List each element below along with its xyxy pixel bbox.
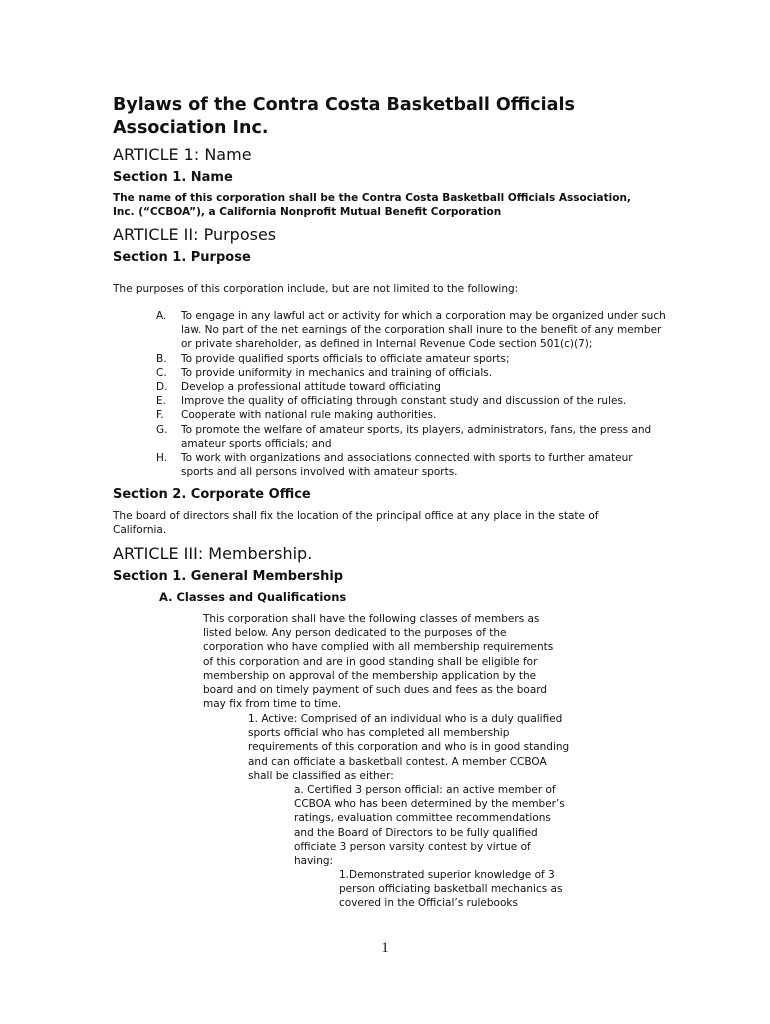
list-item-text: Develop a professional attitude toward officiating: [181, 381, 441, 394]
article-1-section-1-heading: Section 1. Name: [113, 170, 233, 185]
article-3-section-1-heading: Section 1. General Membership: [113, 569, 344, 584]
list-item-text: To engage in any lawful act or activity for which a corporation may be organized under such law. No part of the net earnings of the corporation shall inure to the benefit of any member or private shareholder, as defined in Internal Revenue Code section 501(c)(7);: [181, 310, 666, 351]
list-item: [156, 366, 666, 380]
list-marker: D.: [156, 381, 168, 394]
document-title: Bylaws of the Contra Costa Basketball Officials Association Inc.: [113, 95, 575, 138]
list-item: [156, 394, 666, 408]
membership-classes-paragraph: This corporation shall have the following classes of members as listed below. Any person dedicated to the purposes of the corporation who have complied with all membership requirements of this corporation and are in good standing shall be eligible for membership on approval of the membership application by the board and on timely payment of such dues and fees as the board may fix from time to time.: [203, 613, 554, 711]
list-marker: F.: [156, 409, 164, 422]
article-3-heading: ARTICLE III: Membership.: [113, 544, 313, 563]
list-item: [156, 451, 666, 479]
article-2-section-1-heading: Section 1. Purpose: [113, 250, 251, 265]
article-1-section-1-text: The name of this corporation shall be the Contra Costa Basketball Officials Association, Inc. (“CCBOA”), a California Nonprofit Mutual Benefit Corporation: [113, 192, 631, 218]
corporate-office-text: The board of directors shall fix the location of the principal office at any place in the state of California.: [113, 510, 599, 537]
active-member-item: 1. Active: Comprised of an individual who is a duly qualified sports official who has completed all membership requirements of this corporation and who is in good standing and can officiate a basketball contest. A member CCBOA shall be classified as either:: [248, 713, 570, 782]
purposes-list: [156, 309, 666, 479]
list-marker: C.: [156, 366, 167, 379]
list-item-text: To provide uniformity in mechanics and training of officials.: [181, 366, 493, 379]
certified-official-item: a. Certified 3 person official: an active member of CCBOA who has been determined by the member’s ratings, evaluation committee recommendations and the Board of Directors to be fully qualified officiate 3 person varsity contest by virtue of having:: [294, 784, 565, 868]
page-number: 1: [381, 940, 389, 956]
list-item-text: To promote the welfare of amateur sports, its players, administrators, fans, the press and amateur sports officials; and: [181, 423, 652, 450]
article-2-section-2-heading: Section 2. Corporate Office: [113, 487, 311, 502]
list-marker: H.: [156, 452, 168, 465]
list-marker: G.: [156, 423, 168, 436]
list-marker: B.: [156, 352, 167, 365]
article-2-heading: ARTICLE II: Purposes: [113, 225, 277, 244]
classes-qualifications-heading: A. Classes and Qualifications: [159, 590, 347, 604]
list-item-text: Improve the quality of officiating through constant study and discussion of the rules.: [181, 395, 627, 408]
list-item: [156, 423, 666, 451]
list-item-text: To provide qualified sports officials to officiate amateur sports;: [181, 352, 510, 365]
list-item: [156, 352, 666, 366]
article-1-heading: ARTICLE 1: Name: [113, 145, 252, 164]
list-item: [156, 408, 666, 422]
list-item: [156, 309, 666, 352]
list-item: [156, 380, 666, 394]
purposes-intro: The purposes of this corporation include, but are not limited to the following:: [113, 283, 519, 295]
demonstrated-knowledge-item: 1.Demonstrated superior knowledge of 3 person officiating basketball mechanics as covered in the Official’s rulebooks: [339, 869, 563, 910]
list-marker: E.: [156, 395, 166, 408]
list-item-text: Cooperate with national rule making authorities.: [181, 409, 437, 422]
list-item-text: To work with organizations and associations connected with sports to further amateur sports and all persons involved with amateur sports.: [181, 452, 633, 479]
list-marker: A.: [156, 310, 167, 322]
